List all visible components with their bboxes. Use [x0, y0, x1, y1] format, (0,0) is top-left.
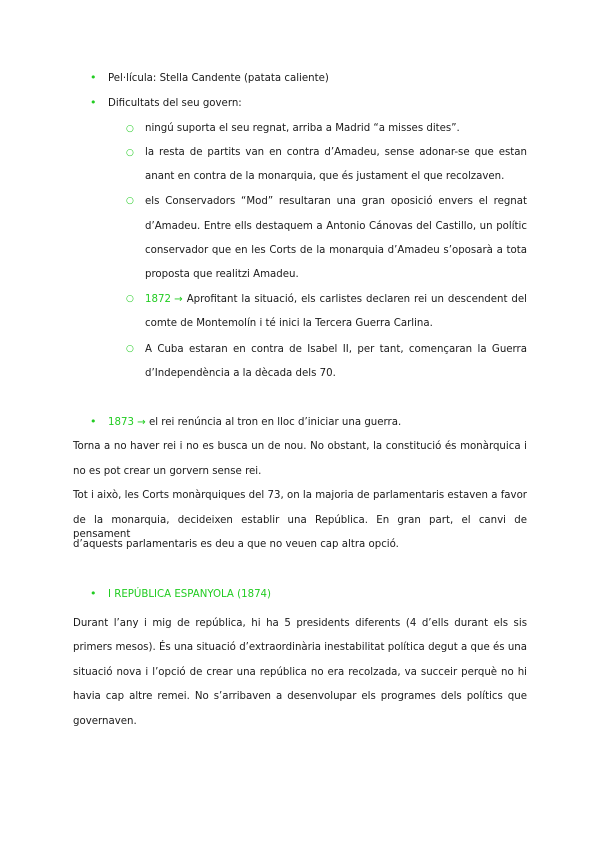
paragraph-3-line-3: situació nova i l’opció de crear una república no era recolzada, va succeir perquè no hi	[73, 667, 527, 678]
sub-item-2-line-2: anant en contra de la monarquia, que és justament el que recolzaven.	[145, 171, 505, 182]
list-item-dificultats: Dificultats del seu govern:	[108, 98, 242, 109]
sub-item-1: ningú suporta el seu regnat, arriba a Madrid “a misses dites”.	[145, 123, 460, 134]
sub-item-5-line-2: d’Independència a la dècada dels 70.	[145, 368, 336, 379]
paragraph-1-line-1: Torna a no haver rei i no es busca un de nou. No obstant, la constitució és monàrquica i	[73, 441, 527, 452]
section-heading: I REPÚBLICA ESPANYOLA (1874)	[108, 589, 272, 600]
circle-bullet-icon: ○	[126, 148, 134, 158]
list-item-pelicula: Pel·lícula: Stella Candente (patata caliente)	[108, 73, 329, 84]
sub-item-3-line-3: conservador que en les Corts de la monarquia d’Amadeu s’oposarà a tota	[145, 245, 527, 256]
bullet-icon: •	[90, 587, 97, 600]
bullet-icon: •	[90, 71, 97, 84]
paragraph-3-line-4: havia cap altre remei. No s’arribaven a desenvolupar els programes dels polítics que	[73, 691, 527, 702]
paragraph-2-line-2: de la monarquia, decideixen establir una República. En gran part, el canvi de pensament	[73, 515, 527, 540]
paragraph-3-line-1: Durant l’any i mig de república, hi ha 5 presidents diferents (4 d’ells durant els sis	[73, 618, 527, 629]
paragraph-1-line-2: no es pot crear un gorvern sense rei.	[73, 466, 262, 477]
sub-item-5-line-1: A Cuba estaran en contra de Isabel II, per tant, començaran la Guerra	[145, 344, 527, 355]
paragraph-2-line-3: d’aquests parlamentaris es deu a que no veuen cap altra opció.	[73, 539, 399, 550]
sub-item-3-line-2: d’Amadeu. Entre ells destaquem a Antonio Cánovas del Castillo, un polític	[145, 221, 527, 232]
bullet-icon: •	[90, 415, 97, 428]
item-1873-text: el rei renúncia al tron en lloc d’iniciar una guerra.	[148, 417, 402, 428]
sub-item-4-line-1	[145, 293, 527, 307]
sub-item-2-line-1: la resta de partits van en contra d’Amadeu, sense adonar-se que estan	[145, 147, 527, 158]
sub-item-4-text: Aprofitant la situació, els carlistes declaren rei un descendent del	[186, 294, 527, 305]
sub-item-3-line-4: proposta que realitzi Amadeu.	[145, 269, 299, 280]
circle-bullet-icon: ○	[126, 196, 134, 206]
sub-item-3-line-1: els Conservadors “Mod” resultaran una gran oposició envers el regnat	[145, 196, 527, 207]
date-1873: 1873 →	[108, 417, 146, 428]
paragraph-2-line-1: Tot i això, les Corts monàrquiques del 73, on la majoria de parlamentaris estaven a favor	[73, 490, 527, 501]
paragraph-3-line-5: governaven.	[73, 716, 137, 727]
list-item-1873	[108, 416, 401, 430]
sub-item-4-line-2: comte de Montemolín i té inici la Tercera Guerra Carlina.	[145, 318, 433, 329]
date-1872: 1872 →	[145, 294, 183, 305]
circle-bullet-icon: ○	[126, 124, 134, 134]
circle-bullet-icon: ○	[126, 294, 134, 304]
bullet-icon: •	[90, 96, 97, 109]
circle-bullet-icon: ○	[126, 344, 134, 354]
paragraph-3-line-2: primers mesos). És una situació d’extraordinària inestabilitat política degut a que és una	[73, 642, 527, 653]
